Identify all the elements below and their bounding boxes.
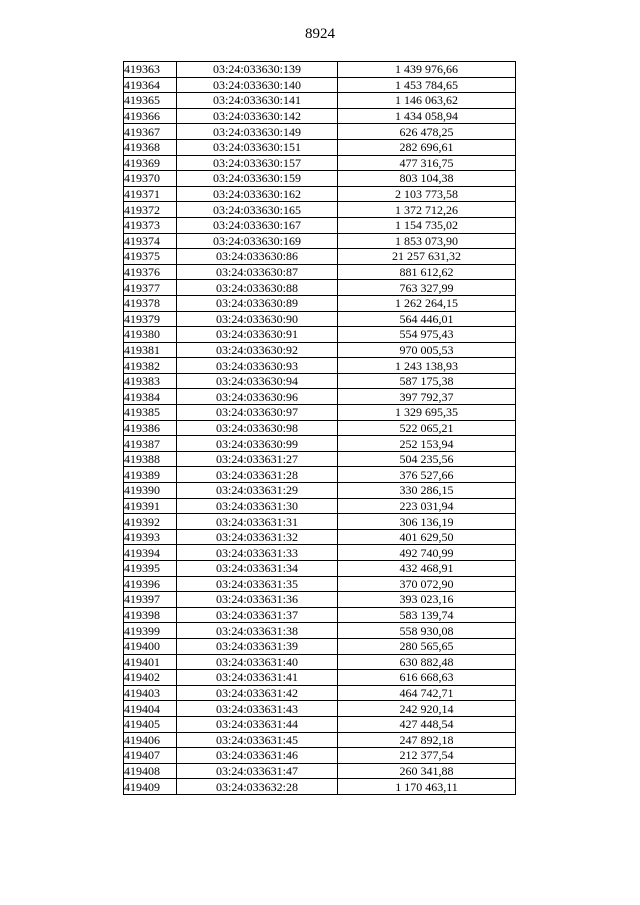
cadastral-value-cell: 242 920,14 <box>338 701 516 717</box>
cadastral-value-cell: 970 005,53 <box>338 342 516 358</box>
row-number-cell: 419402 <box>124 670 177 686</box>
row-number-cell: 419391 <box>124 498 177 514</box>
cadastral-value-cell: 626 478,25 <box>338 124 516 140</box>
cadastral-value-cell: 376 527,66 <box>338 467 516 483</box>
cadastral-value-cell: 554 975,43 <box>338 327 516 343</box>
row-number-cell: 419368 <box>124 139 177 155</box>
table-row <box>124 77 516 93</box>
table-row <box>124 529 516 545</box>
cadastral-value-cell: 280 565,65 <box>338 638 516 654</box>
row-number-cell: 419407 <box>124 748 177 764</box>
cadastral-number-cell: 03:24:033630:167 <box>177 217 338 233</box>
table-row <box>124 623 516 639</box>
row-number-cell: 419371 <box>124 186 177 202</box>
row-number-cell: 419367 <box>124 124 177 140</box>
row-number-cell: 419374 <box>124 233 177 249</box>
row-number-cell: 419389 <box>124 467 177 483</box>
page-number: 8924 <box>305 26 335 42</box>
cadastral-number-cell: 03:24:033631:45 <box>177 732 338 748</box>
table-row <box>124 373 516 389</box>
table-row <box>124 280 516 296</box>
table-row <box>124 124 516 140</box>
cadastral-number-cell: 03:24:033630:140 <box>177 77 338 93</box>
row-number-cell: 419394 <box>124 545 177 561</box>
cadastral-value-cell: 616 668,63 <box>338 670 516 686</box>
cadastral-number-cell: 03:24:033630:149 <box>177 124 338 140</box>
cadastral-number-cell: 03:24:033631:40 <box>177 654 338 670</box>
cadastral-number-cell: 03:24:033631:37 <box>177 607 338 623</box>
cadastral-value-cell: 1 329 695,35 <box>338 405 516 421</box>
cadastral-value-cell: 247 892,18 <box>338 732 516 748</box>
table-row <box>124 171 516 187</box>
table-row <box>124 561 516 577</box>
cadastral-value-cell: 432 468,91 <box>338 561 516 577</box>
cadastral-number-cell: 03:24:033630:157 <box>177 155 338 171</box>
table-row <box>124 685 516 701</box>
cadastral-number-cell: 03:24:033630:141 <box>177 93 338 109</box>
cadastral-value-cell: 1 146 063,62 <box>338 93 516 109</box>
row-number-cell: 419398 <box>124 607 177 623</box>
table-row <box>124 108 516 124</box>
table-row <box>124 342 516 358</box>
row-number-cell: 419403 <box>124 685 177 701</box>
cadastral-number-cell: 03:24:033631:43 <box>177 701 338 717</box>
row-number-cell: 419377 <box>124 280 177 296</box>
table-row <box>124 358 516 374</box>
table-row <box>124 420 516 436</box>
cadastral-value-cell: 21 257 631,32 <box>338 249 516 265</box>
table-row <box>124 779 516 795</box>
row-number-cell: 419380 <box>124 327 177 343</box>
cadastral-number-cell: 03:24:033631:27 <box>177 451 338 467</box>
row-number-cell: 419405 <box>124 716 177 732</box>
table-row <box>124 654 516 670</box>
cadastral-value-cell: 1 434 058,94 <box>338 108 516 124</box>
row-number-cell: 419409 <box>124 779 177 795</box>
table-row <box>124 701 516 717</box>
row-number-cell: 419372 <box>124 202 177 218</box>
cadastral-number-cell: 03:24:033631:28 <box>177 467 338 483</box>
cadastral-value-cell: 1 372 712,26 <box>338 202 516 218</box>
row-number-cell: 419397 <box>124 592 177 608</box>
table-row <box>124 139 516 155</box>
cadastral-value-cell: 492 740,99 <box>338 545 516 561</box>
cadastral-number-cell: 03:24:033632:28 <box>177 779 338 795</box>
table-row <box>124 155 516 171</box>
table-row <box>124 202 516 218</box>
cadastral-value-cell: 1 853 073,90 <box>338 233 516 249</box>
cadastral-number-cell: 03:24:033631:42 <box>177 685 338 701</box>
row-number-cell: 419385 <box>124 405 177 421</box>
row-number-cell: 419379 <box>124 311 177 327</box>
cadastral-number-cell: 03:24:033631:32 <box>177 529 338 545</box>
table-row <box>124 311 516 327</box>
cadastral-value-table <box>123 61 516 795</box>
row-number-cell: 419370 <box>124 171 177 187</box>
table-row <box>124 576 516 592</box>
cadastral-value-cell: 330 286,15 <box>338 483 516 499</box>
cadastral-value-cell: 504 235,56 <box>338 451 516 467</box>
cadastral-value-cell: 427 448,54 <box>338 716 516 732</box>
table-row <box>124 467 516 483</box>
cadastral-value-cell: 393 023,16 <box>338 592 516 608</box>
row-number-cell: 419408 <box>124 763 177 779</box>
table-row <box>124 483 516 499</box>
table-row <box>124 748 516 764</box>
cadastral-value-cell: 464 742,71 <box>338 685 516 701</box>
row-number-cell: 419363 <box>124 62 177 78</box>
cadastral-value-cell: 1 453 784,65 <box>338 77 516 93</box>
table-row <box>124 186 516 202</box>
row-number-cell: 419393 <box>124 529 177 545</box>
table-row <box>124 638 516 654</box>
cadastral-value-cell: 401 629,50 <box>338 529 516 545</box>
cadastral-number-cell: 03:24:033630:94 <box>177 373 338 389</box>
cadastral-value-cell: 223 031,94 <box>338 498 516 514</box>
cadastral-number-cell: 03:24:033630:88 <box>177 280 338 296</box>
table-row <box>124 592 516 608</box>
cadastral-value-cell: 370 072,90 <box>338 576 516 592</box>
cadastral-value-cell: 1 262 264,15 <box>338 295 516 311</box>
cadastral-number-cell: 03:24:033631:29 <box>177 483 338 499</box>
row-number-cell: 419401 <box>124 654 177 670</box>
table-row <box>124 716 516 732</box>
cadastral-number-cell: 03:24:033631:30 <box>177 498 338 514</box>
cadastral-number-cell: 03:24:033631:47 <box>177 763 338 779</box>
cadastral-number-cell: 03:24:033630:98 <box>177 420 338 436</box>
cadastral-number-cell: 03:24:033630:86 <box>177 249 338 265</box>
cadastral-value-cell: 564 446,01 <box>338 311 516 327</box>
table-row <box>124 498 516 514</box>
row-number-cell: 419381 <box>124 342 177 358</box>
row-number-cell: 419373 <box>124 217 177 233</box>
cadastral-value-cell: 397 792,37 <box>338 389 516 405</box>
cadastral-number-cell: 03:24:033630:87 <box>177 264 338 280</box>
cadastral-number-cell: 03:24:033631:35 <box>177 576 338 592</box>
table-row <box>124 732 516 748</box>
cadastral-number-cell: 03:24:033630:93 <box>177 358 338 374</box>
cadastral-number-cell: 03:24:033631:31 <box>177 514 338 530</box>
cadastral-number-cell: 03:24:033630:159 <box>177 171 338 187</box>
table-row <box>124 389 516 405</box>
cadastral-value-cell: 260 341,88 <box>338 763 516 779</box>
cadastral-number-cell: 03:24:033631:41 <box>177 670 338 686</box>
cadastral-number-cell: 03:24:033631:39 <box>177 638 338 654</box>
cadastral-number-cell: 03:24:033630:169 <box>177 233 338 249</box>
cadastral-value-cell: 1 243 138,93 <box>338 358 516 374</box>
row-number-cell: 419392 <box>124 514 177 530</box>
cadastral-value-cell: 1 170 463,11 <box>338 779 516 795</box>
cadastral-number-cell: 03:24:033631:36 <box>177 592 338 608</box>
row-number-cell: 419384 <box>124 389 177 405</box>
cadastral-number-cell: 03:24:033630:151 <box>177 139 338 155</box>
cadastral-value-cell: 558 930,08 <box>338 623 516 639</box>
cadastral-number-cell: 03:24:033630:142 <box>177 108 338 124</box>
row-number-cell: 419369 <box>124 155 177 171</box>
cadastral-number-cell: 03:24:033630:92 <box>177 342 338 358</box>
row-number-cell: 419404 <box>124 701 177 717</box>
cadastral-number-cell: 03:24:033631:46 <box>177 748 338 764</box>
table-row <box>124 249 516 265</box>
cadastral-value-cell: 282 696,61 <box>338 139 516 155</box>
row-number-cell: 419400 <box>124 638 177 654</box>
row-number-cell: 419376 <box>124 264 177 280</box>
cadastral-value-cell: 1 439 976,66 <box>338 62 516 78</box>
row-number-cell: 419396 <box>124 576 177 592</box>
table-row <box>124 264 516 280</box>
cadastral-value-cell: 477 316,75 <box>338 155 516 171</box>
cadastral-number-cell: 03:24:033630:162 <box>177 186 338 202</box>
cadastral-number-cell: 03:24:033630:165 <box>177 202 338 218</box>
row-number-cell: 419406 <box>124 732 177 748</box>
cadastral-value-cell: 522 065,21 <box>338 420 516 436</box>
cadastral-value-cell: 803 104,38 <box>338 171 516 187</box>
row-number-cell: 419375 <box>124 249 177 265</box>
row-number-cell: 419388 <box>124 451 177 467</box>
row-number-cell: 419390 <box>124 483 177 499</box>
table-row <box>124 451 516 467</box>
cadastral-number-cell: 03:24:033631:38 <box>177 623 338 639</box>
row-number-cell: 419387 <box>124 436 177 452</box>
row-number-cell: 419386 <box>124 420 177 436</box>
cadastral-value-cell: 881 612,62 <box>338 264 516 280</box>
row-number-cell: 419366 <box>124 108 177 124</box>
cadastral-number-cell: 03:24:033630:96 <box>177 389 338 405</box>
table-row <box>124 327 516 343</box>
table-row <box>124 93 516 109</box>
cadastral-number-cell: 03:24:033630:89 <box>177 295 338 311</box>
table-body <box>124 62 516 795</box>
table-row <box>124 763 516 779</box>
table-row <box>124 514 516 530</box>
row-number-cell: 419382 <box>124 358 177 374</box>
cadastral-value-cell: 630 882,48 <box>338 654 516 670</box>
row-number-cell: 419383 <box>124 373 177 389</box>
cadastral-number-cell: 03:24:033631:34 <box>177 561 338 577</box>
table-row <box>124 405 516 421</box>
table-row <box>124 295 516 311</box>
cadastral-value-cell: 252 153,94 <box>338 436 516 452</box>
cadastral-value-cell: 583 139,74 <box>338 607 516 623</box>
row-number-cell: 419395 <box>124 561 177 577</box>
row-number-cell: 419364 <box>124 77 177 93</box>
row-number-cell: 419399 <box>124 623 177 639</box>
cadastral-value-cell: 306 136,19 <box>338 514 516 530</box>
cadastral-value-cell: 2 103 773,58 <box>338 186 516 202</box>
cadastral-number-cell: 03:24:033630:97 <box>177 405 338 421</box>
table-row <box>124 217 516 233</box>
row-number-cell: 419378 <box>124 295 177 311</box>
cadastral-number-cell: 03:24:033630:90 <box>177 311 338 327</box>
table-row <box>124 62 516 78</box>
table-row <box>124 436 516 452</box>
row-number-cell: 419365 <box>124 93 177 109</box>
cadastral-value-cell: 1 154 735,02 <box>338 217 516 233</box>
cadastral-number-cell: 03:24:033630:139 <box>177 62 338 78</box>
cadastral-number-cell: 03:24:033631:33 <box>177 545 338 561</box>
cadastral-number-cell: 03:24:033630:99 <box>177 436 338 452</box>
cadastral-value-cell: 587 175,38 <box>338 373 516 389</box>
cadastral-value-cell: 763 327,99 <box>338 280 516 296</box>
table-row <box>124 607 516 623</box>
cadastral-number-cell: 03:24:033630:91 <box>177 327 338 343</box>
cadastral-value-cell: 212 377,54 <box>338 748 516 764</box>
table-row <box>124 545 516 561</box>
cadastral-number-cell: 03:24:033631:44 <box>177 716 338 732</box>
table-row <box>124 670 516 686</box>
table-row <box>124 233 516 249</box>
